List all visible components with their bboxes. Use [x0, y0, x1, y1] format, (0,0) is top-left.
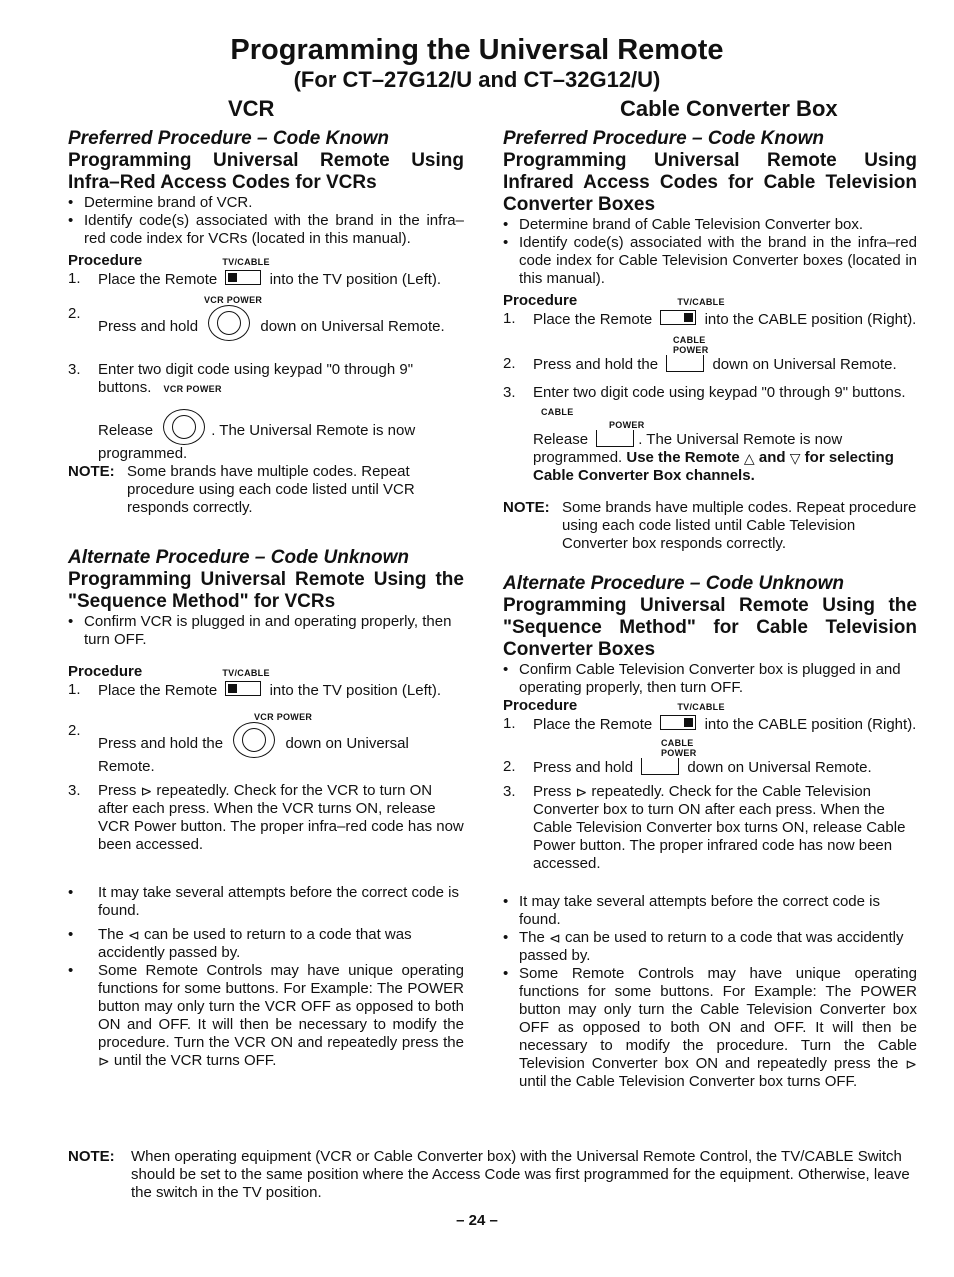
step-text: Place the Remote	[98, 682, 218, 699]
note-label: NOTE:	[68, 1148, 115, 1165]
step-text: Press and hold	[533, 759, 634, 776]
tip-text: The	[519, 929, 545, 946]
step-text: repeatedly. Check for the Cable Television Converter box to turn ON after each press. When the Cable Television Converter box turns ON, release Cable Power button. The proper infrared code has now been accessed.	[533, 783, 906, 872]
step-text: Use the Remote	[626, 449, 740, 466]
step-text: into the CABLE position (Right).	[704, 311, 917, 328]
step-text: Press and hold the	[98, 735, 224, 752]
step-text: Release	[533, 431, 589, 448]
step-text: Place the Remote	[533, 311, 653, 328]
tip-text: can be used to return to a code that was accidently passed by.	[519, 929, 904, 964]
cable-alt-heading: Programming Universal Remote Using the "Sequence Method" for Cable Television Converter Boxes	[503, 595, 917, 660]
tip-text: can be used to return to a code that was accidently passed by.	[98, 926, 412, 961]
page-number: – 24 –	[456, 1212, 498, 1229]
tv-cable-switch-icon	[225, 681, 261, 696]
cable-column-heading: Cable Converter Box	[620, 96, 838, 121]
note-text: Some brands have multiple codes. Repeat procedure using each code listed until VCR responds correctly.	[127, 463, 415, 516]
step-text: . The Universal Remote is now programmed.	[98, 422, 416, 462]
page-title: Programming the Universal Remote	[230, 34, 724, 66]
channel-down-icon: ⊲	[549, 930, 561, 946]
vcr-power-label: VCR POWER	[204, 295, 263, 305]
tip-text: until the VCR turns OFF.	[113, 1052, 277, 1069]
procedure-label: Procedure	[503, 697, 578, 714]
power-label: POWER	[609, 420, 645, 430]
step-text: Enter two digit code using keypad "0 through 9" buttons.	[98, 361, 414, 396]
step-text: into the CABLE position (Right).	[704, 716, 917, 733]
list-item: • It may take several attempts before the correct code is found.	[503, 893, 917, 929]
procedure-label: Procedure	[68, 663, 143, 680]
tv-cable-switch-icon	[660, 310, 696, 325]
tip-text: Some Remote Controls may have unique operating functions for some buttons. For Example: The POWER button may only turn the Cable Television Converter box OFF as opposed to both ON and OFF. It will then be necessary to modify the procedure. Turn the Cable Television Converter box ON and repeatedly press the	[519, 965, 917, 1072]
vcr-power-label: VCR POWER	[163, 384, 222, 394]
channel-up-icon: ⊳	[140, 783, 153, 799]
page-subtitle: (For CT–27G12/U and CT–32G12/U)	[293, 67, 661, 92]
tip-text: until the Cable Television Converter box turns OFF.	[519, 1073, 858, 1090]
step-text: Press and hold	[98, 318, 199, 335]
step-text: Release	[98, 422, 154, 439]
bottom-note	[68, 1148, 920, 1202]
tv-cable-switch-icon	[225, 270, 261, 285]
step-text: Press	[98, 782, 137, 799]
cable-label: CABLE	[673, 335, 706, 345]
tip-text: Some Remote Controls may have unique operating functions for some buttons. For Example: The POWER button may only turn the VCR OFF as opposed to both ON and OFF. It will then be necessary to modify the procedure. Turn the VCR ON and repeatedly press the	[98, 962, 464, 1051]
cable-label: CABLE	[541, 407, 574, 417]
volume-down-icon: ▽	[789, 450, 801, 466]
note-label: NOTE:	[503, 499, 550, 516]
step-text: repeatedly. Check for the VCR to turn ON after each press. When the VCR turns ON, release VCR Power button. The proper infra–red code has now been accessed.	[98, 782, 464, 853]
cable-power-button-icon	[596, 430, 634, 447]
step-text: down on Universal Remote.	[260, 318, 445, 335]
list-item: • Confirm Cable Television Converter box is plugged in and operating properly, then turn OFF.	[503, 661, 917, 697]
list-item: • Confirm VCR is plugged in and operating properly, then turn OFF.	[68, 613, 464, 649]
step-text: . The Universal Remote is now programmed.	[533, 431, 843, 466]
vcr-power-button-icon	[208, 305, 250, 341]
tv-cable-label: TV/CABLE	[677, 297, 725, 307]
tv-cable-label: TV/CABLE	[222, 257, 270, 267]
channel-down-icon: ⊲	[128, 927, 140, 943]
tv-cable-label: TV/CABLE	[677, 702, 725, 712]
step-text: into the TV position (Left).	[269, 271, 442, 288]
list-item: • Determine brand of VCR.	[68, 194, 464, 212]
vcr-power-button-icon	[163, 409, 205, 445]
step-text: down on Universal Remote.	[98, 735, 409, 775]
step-text: Press and hold the	[533, 356, 659, 373]
list-item: • Identify code(s) associated with the brand in the infra–red code index for Cable Television Converter boxes (located in this manual).	[503, 234, 917, 288]
list-item: • It may take several attempts before the correct code is found.	[68, 884, 464, 920]
cable-known-heading: Programming Universal Remote Using Infrared Access Codes for Cable Television Converter Boxes	[503, 150, 917, 215]
note-text: Some brands have multiple codes. Repeat procedure using each code listed until Cable Television Converter box responds correctly.	[562, 499, 917, 552]
step-text: Place the Remote	[98, 271, 218, 288]
note-text: When operating equipment (VCR or Cable Converter box) with the Universal Remote Control, the TV/CABLE Switch should be set to the same position where the Access Code was first programmed for the equipment. Otherwise, leave the switch in the TV position.	[131, 1148, 910, 1201]
cable-alt-title: Alternate Procedure – Code Unknown	[503, 573, 845, 594]
tv-cable-switch-icon	[660, 715, 696, 730]
list-item: • Identify code(s) associated with the brand in the infra–red code index for VCRs (located in this manual).	[68, 212, 464, 248]
channel-up-icon: ⊳	[98, 1053, 110, 1069]
cable-known-title: Preferred Procedure – Code Known	[503, 128, 824, 149]
step-text: into the TV position (Left).	[269, 682, 442, 699]
cable-power-button-icon	[666, 355, 704, 372]
step-text: and	[758, 449, 786, 466]
vcr-column-heading: VCR	[228, 96, 275, 121]
procedure-label: Procedure	[503, 292, 578, 309]
step-text: Enter two digit code using keypad "0 through 9" buttons.	[533, 384, 906, 401]
cable-label: CABLE	[661, 738, 694, 748]
volume-up-icon: △	[743, 450, 755, 466]
channel-up-icon: ⊳	[905, 1056, 917, 1072]
list-item: • Determine brand of Cable Television Converter box.	[503, 216, 917, 234]
cable-column: Preferred Procedure – Code Known Programming Universal Remote Using Infrared Access Codes for Cable Television Converter Boxes • Determine brand of Cable Television Converter box. • Identify code(s) associated with the brand in the infra–red code index for Cable Television Converter boxes (located in this manual). Procedure TV/CABLE 1. Place the Remote into the CABLE position (Right). CABLE POWER 2. Press and hold the down on Universal Remote. 3. Enter two digit code using keypad "0 through 9" buttons. CABLE POWER Release . The Universal Remote is now programmed. Use the Remote △ and ▽ for selecting Cable Converter Box channels. NOTE: Some brands have multiple codes. Repeat procedure using each code listed until Cable Television Converter box responds correctly. Alternate Procedure – Code Unknown Programming Universal Remote Using the "Sequence Method" for Cable Television Converter Boxes • Confirm Cable Television Converter box is plugged in and operating properly, then turn OFF. Procedure TV/CABLE 1. Place the Remote into the CABLE position (Right). CABLE POWER 2. Press and hold down on Universal Remote. 3. Press ⊳ repeatedly. Check for the Cable Television Converter box to turn ON after each press. When the Cable Television Converter box turns ON, release Cable Power button. The proper infrared code has now been accessed. • It may take several attempts before the correct code is found. • The ⊲ can be used to return to a code that was accidently passed by. • Some Remote Controls may have unique operating functions for some buttons. For Example: The POWER button may only turn the Cable Television Converter box OFF as opposed to both ON and OFF. It will then be necessary to modify the procedure. Turn the Cable Television Converter box ON and repeatedly press the ⊳ until the Cable Television Converter box turns OFF.	[503, 128, 917, 1091]
note-label: NOTE:	[68, 463, 115, 480]
step-text: Press	[533, 783, 572, 800]
power-label: POWER	[661, 748, 697, 758]
cable-power-button-icon	[641, 758, 679, 775]
vcr-known-heading: Programming Universal Remote Using Infra–Red Access Codes for VCRs	[68, 150, 464, 193]
vcr-column: Preferred Procedure – Code Known Programming Universal Remote Using Infra–Red Access Codes for VCRs • Determine brand of VCR. • Identify code(s) associated with the brand in the infra–red code index for VCRs (located in this manual). Procedure TV/CABLE 1. Place the Remote into the TV position (Left). VCR POWER 2. Press and hold down on Universal Remote. 3. Enter two digit code using keypad "0 through 9" buttons. VCR POWER Release . The Universal Remote is now programmed. NOTE: Some brands have multiple codes. Repeat procedure using each code listed until VCR responds correctly. Alternate Procedure – Code Unknown Programming Universal Remote Using the "Sequence Method" for VCRs • Confirm VCR is plugged in and operating properly, then turn OFF. Procedure TV/CABLE 1. Place the Remote into the TV position (Left). VCR POWER 2. Press and hold the down on Universal Remote. 3. Press ⊳ repeatedly. Check for the VCR to turn ON after each press. When the VCR turns ON, release VCR Power button. The proper infra–red code has now been accessed. • It may take several attempts before the correct code is found. • The ⊲ can be used to return to a code that was accidently passed by. • Some Remote Controls may have unique operating functions for some buttons. For Example: The POWER button may only turn the VCR OFF as opposed to both ON and OFF. It will then be necessary to modify the procedure. Turn the VCR ON and repeatedly press the ⊳ until the VCR turns OFF.	[68, 128, 464, 1070]
step-text: Place the Remote	[533, 716, 653, 733]
step-text: down on Universal Remote.	[712, 356, 897, 373]
step-text: down on Universal Remote.	[687, 759, 872, 776]
vcr-alt-title: Alternate Procedure – Code Unknown	[68, 547, 410, 568]
vcr-power-button-icon	[233, 722, 275, 758]
tv-cable-label: TV/CABLE	[222, 668, 270, 678]
vcr-alt-heading: Programming Universal Remote Using the "Sequence Method" for VCRs	[68, 569, 464, 612]
procedure-label: Procedure	[68, 252, 143, 269]
vcr-power-label: VCR POWER	[254, 712, 313, 722]
power-label: POWER	[673, 345, 709, 355]
vcr-known-title: Preferred Procedure – Code Known	[68, 128, 389, 149]
channel-up-icon: ⊳	[575, 784, 588, 800]
tip-text: The	[98, 926, 124, 943]
step-text: for selecting Cable Converter Box channels.	[533, 449, 894, 484]
